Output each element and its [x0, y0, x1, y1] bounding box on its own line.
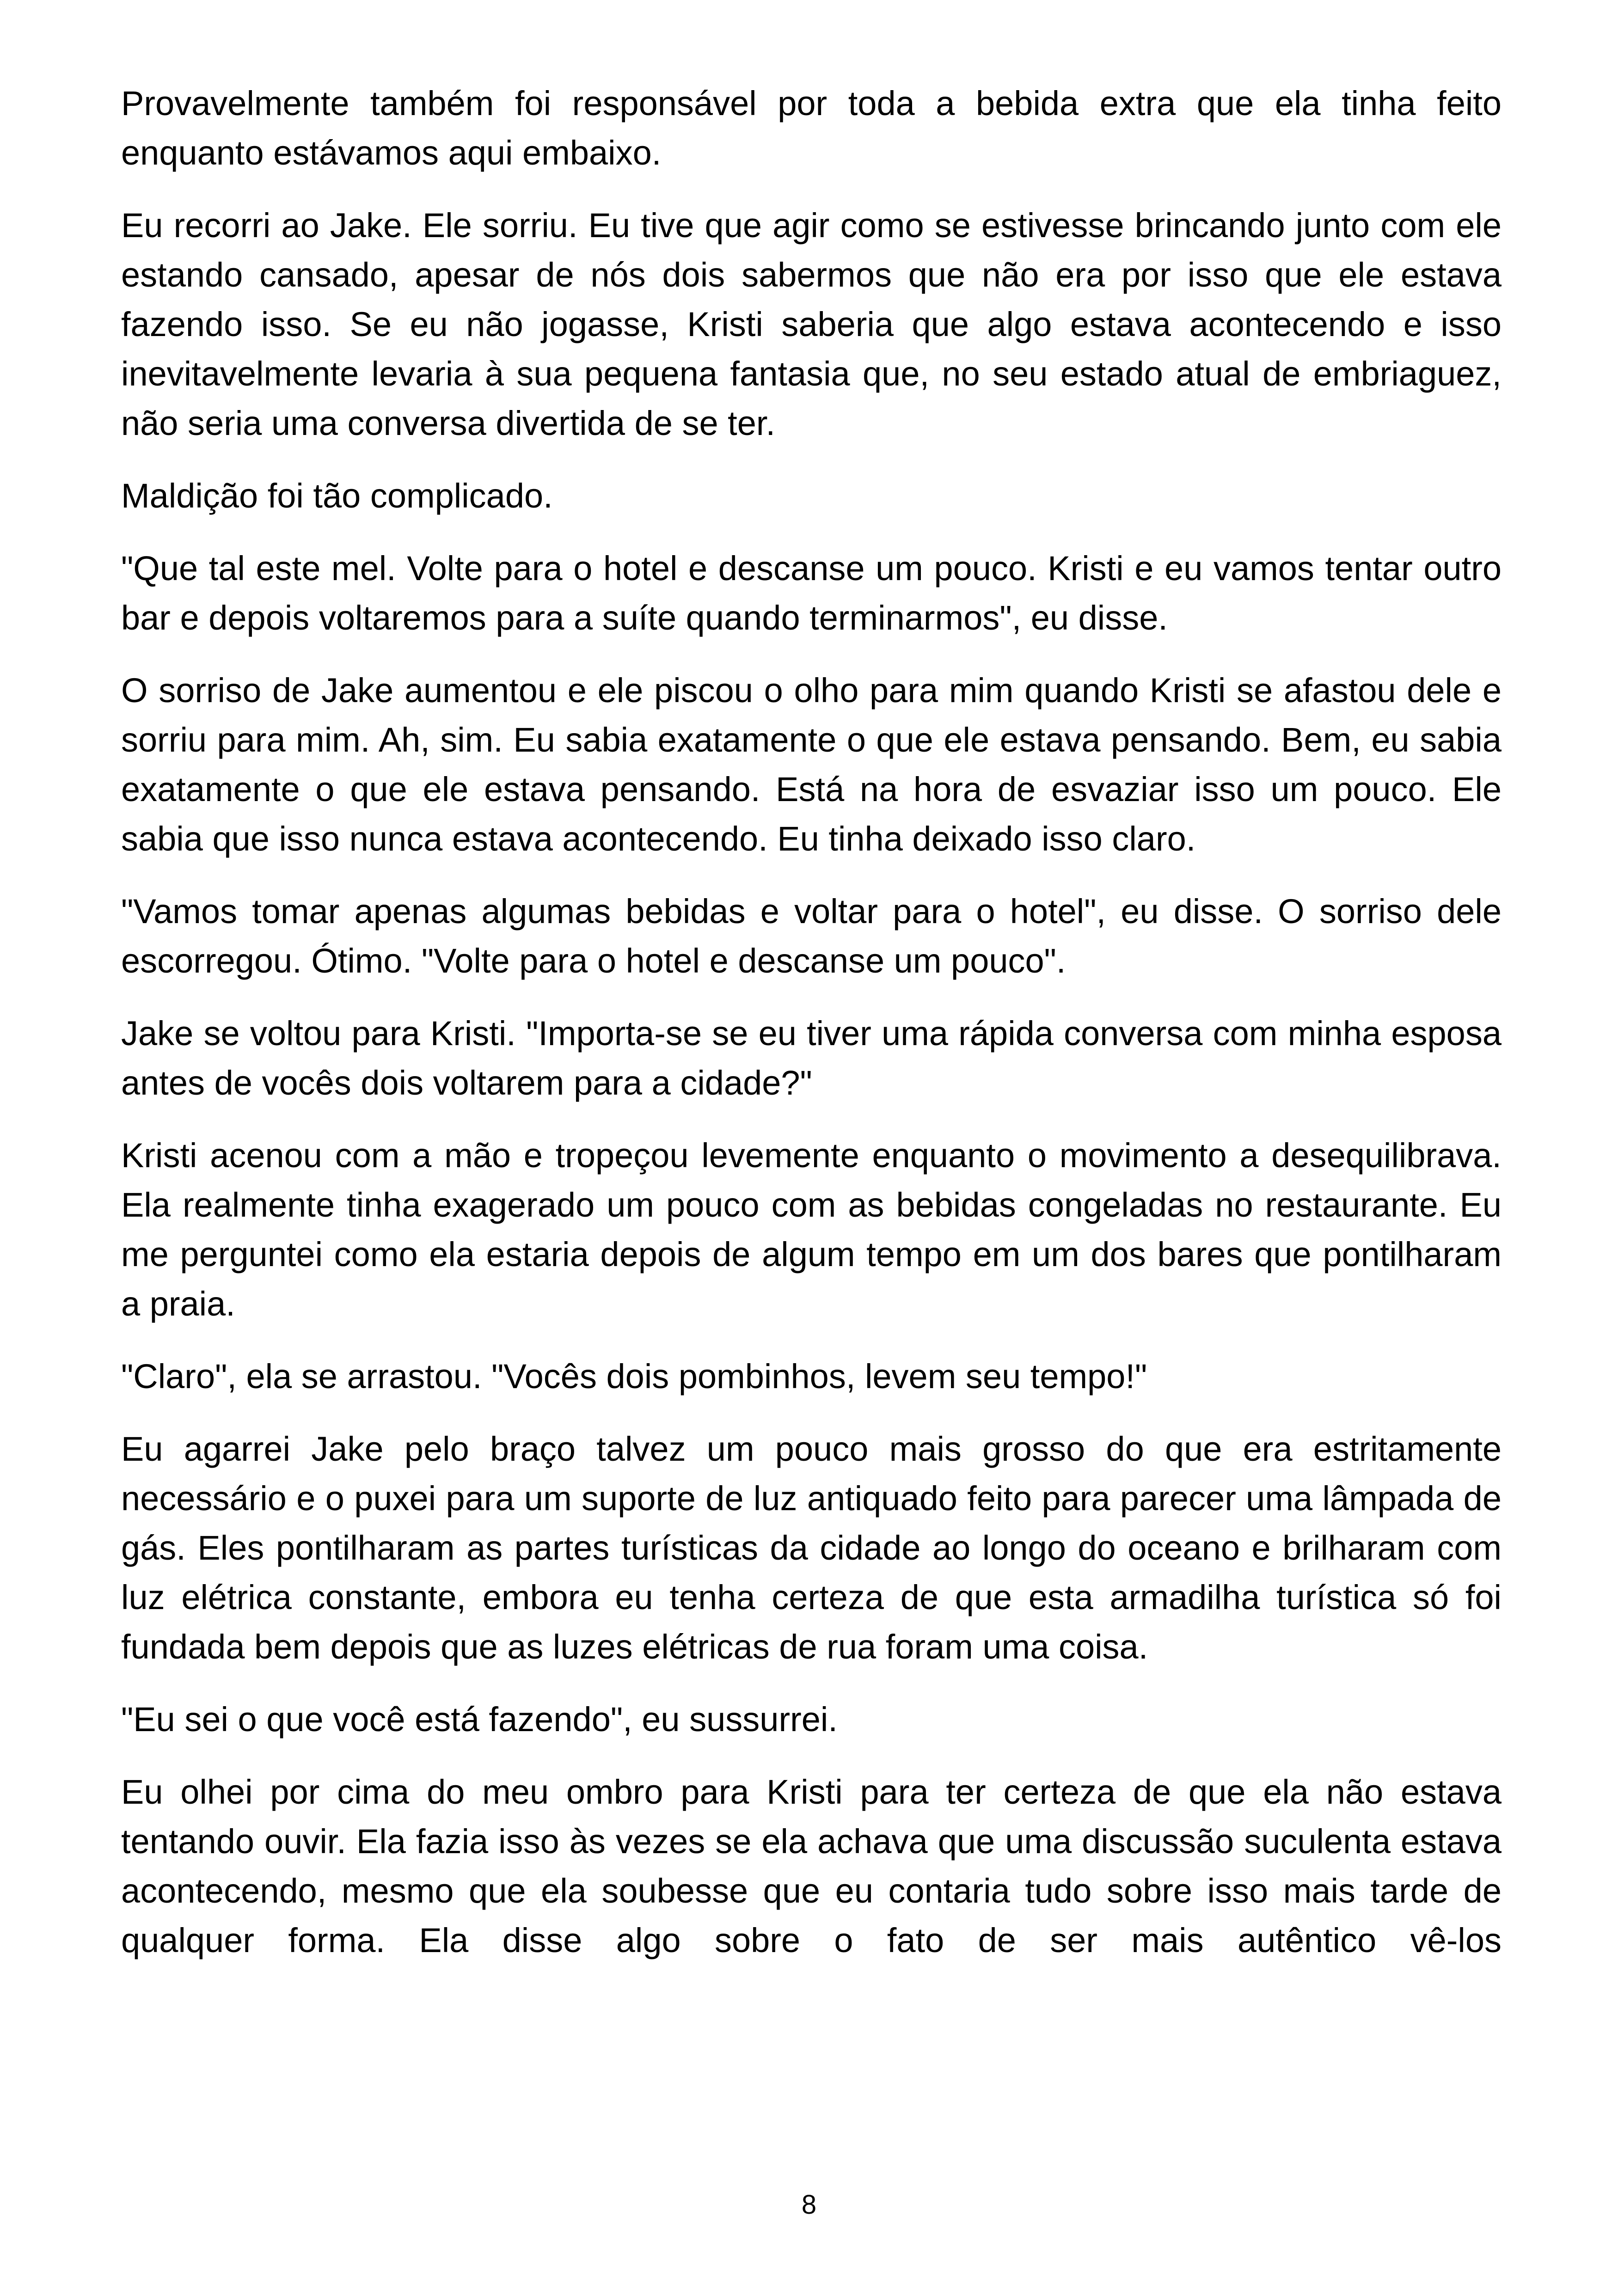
paragraph-4: "Que tal este mel. Volte para o hotel e descanse um pouco. Kristi e eu vamos tentar outro bar e depois voltaremos para a suíte quando terminarmos", eu disse. [121, 549, 1502, 637]
paragraph-6: "Vamos tomar apenas algumas bebidas e voltar para o hotel", eu disse. O sorriso dele escorregou. Ótimo. "Volte para o hotel e descanse um pouco". [121, 892, 1502, 980]
paragraph-12: Eu olhei por cima do meu ombro para Kristi para ter certeza de que ela não estava tentando ouvir. Ela fazia isso às vezes se ela achava que uma discussão suculenta estava acontecendo, mesmo que ela soubesse que eu contaria tudo sobre isso mais tarde de qualquer forma. Ela disse algo sobre o fato de ser mais autêntico vê-los [121, 1773, 1502, 1959]
paragraph-9: "Claro", ela se arrastou. "Vocês dois pombinhos, levem seu tempo!" [121, 1357, 1147, 1396]
document-body [121, 79, 1502, 1988]
paragraph-2: Eu recorri ao Jake. Ele sorriu. Eu tive que agir como se estivesse brincando junto com ele estando cansado, apesar de nós dois sabermos que não era por isso que ele estava fazendo isso. Se eu não jogasse, Kristi saberia que algo estava acontecendo e isso inevitavelmente levaria à sua pequena fantasia que, no seu estado atual de embriaguez, não seria uma conversa divertida de se ter. [121, 206, 1502, 442]
page-number: 8 [801, 2190, 817, 2220]
paragraph-10: Eu agarrei Jake pelo braço talvez um pouco mais grosso do que era estritamente necessário e o puxei para um suporte de luz antiquado feito para parecer uma lâmpada de gás. Eles pontilharam as partes turísticas da cidade ao longo do oceano e brilharam com luz elétrica constante, embora eu tenha certeza de que esta armadilha turística só foi fundada bem depois que as luzes elétricas de rua foram uma coisa. [121, 1430, 1502, 1666]
paragraph-3: Maldição foi tão complicado. [121, 477, 553, 515]
paragraph-11: "Eu sei o que você está fazendo", eu sussurrei. [121, 1700, 838, 1739]
paragraph-8: Kristi acenou com a mão e tropeçou levemente enquanto o movimento a desequilibrava. Ela realmente tinha exagerado um pouco com as bebidas congeladas no restaurante. Eu me perguntei como ela estaria depois de algum tempo em um dos bares que pontilharam a praia. [121, 1136, 1502, 1323]
paragraph-7: Jake se voltou para Kristi. "Importa-se se eu tiver uma rápida conversa com minha esposa antes de vocês dois voltarem para a cidade?" [121, 1014, 1502, 1102]
paragraph-5: O sorriso de Jake aumentou e ele piscou o olho para mim quando Kristi se afastou dele e sorriu para mim. Ah, sim. Eu sabia exatamente o que ele estava pensando. Bem, eu sabia exatamente o que ele estava pensando. Está na hora de esvaziar isso um pouco. Ele sabia que isso nunca estava acontecendo. Eu tinha deixado isso claro. [121, 671, 1502, 858]
paragraph-1: Provavelmente também foi responsável por toda a bebida extra que ela tinha feito enquanto estávamos aqui embaixo. [121, 84, 1502, 172]
